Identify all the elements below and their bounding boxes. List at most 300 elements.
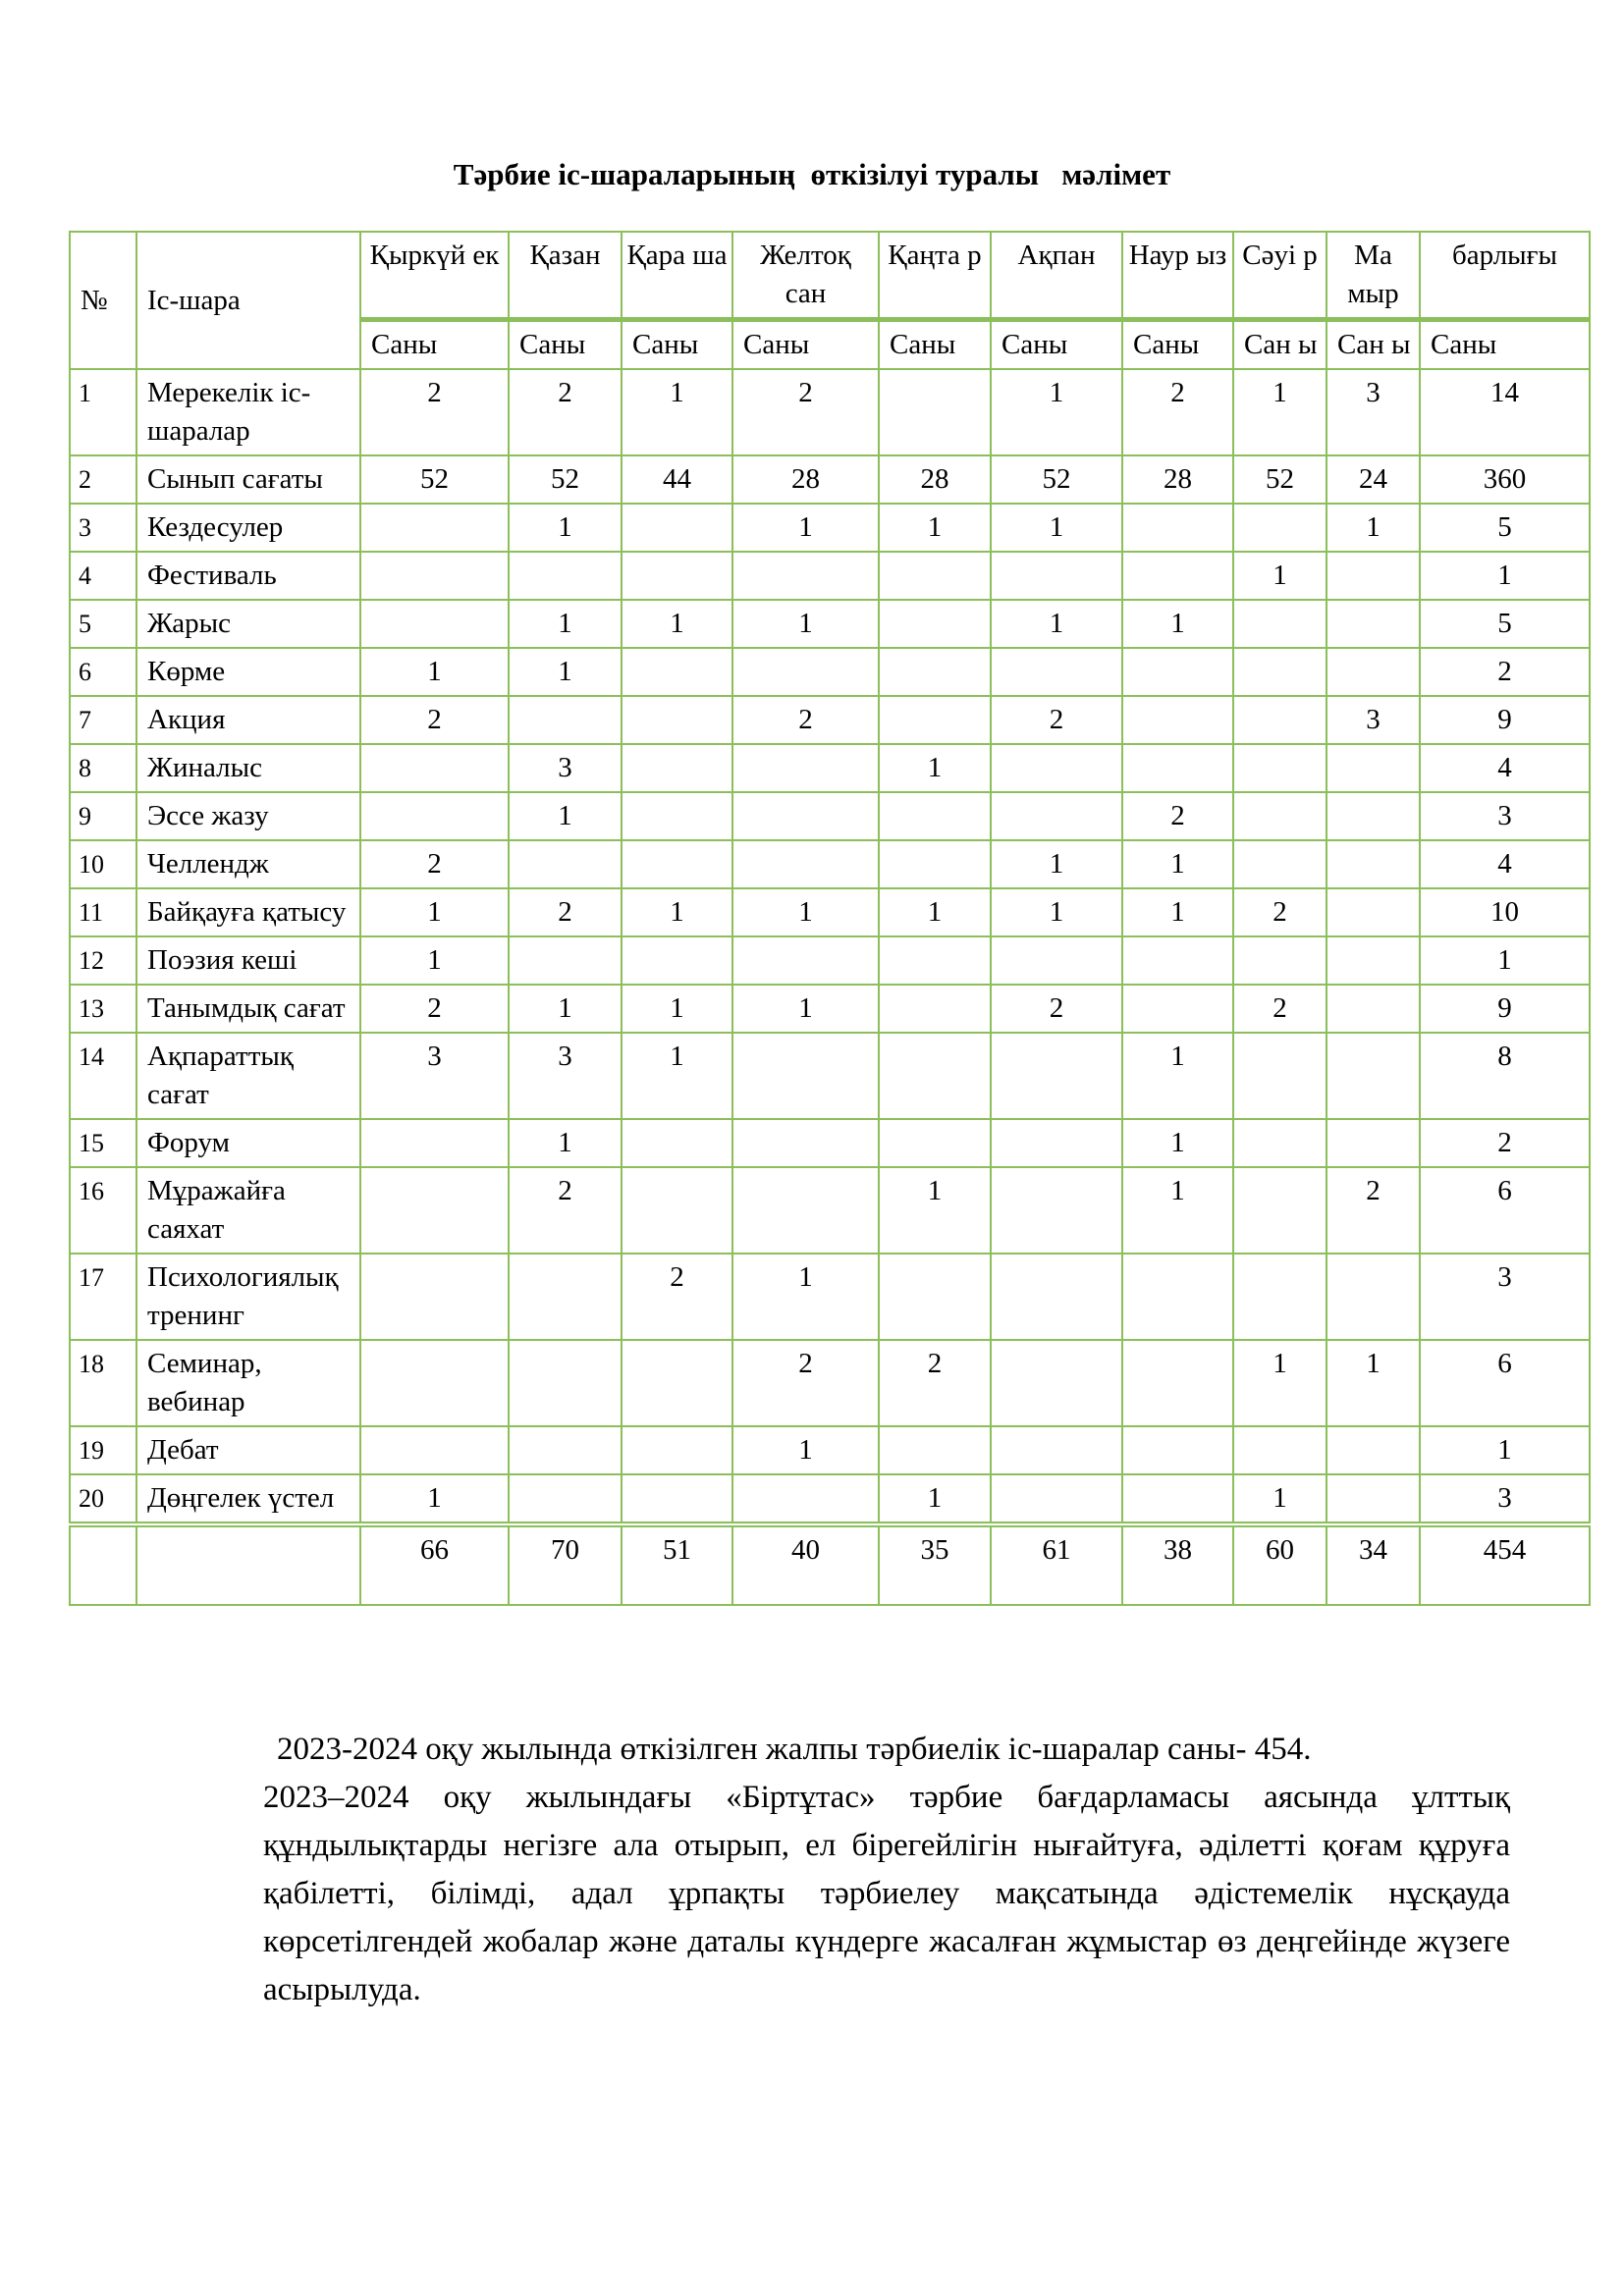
header-month: Қыркүй ек: [360, 232, 509, 320]
row-value: 1: [622, 1033, 732, 1119]
row-value: [360, 1119, 509, 1167]
row-value: [879, 936, 991, 985]
row-value: 28: [879, 455, 991, 504]
row-value: [732, 552, 879, 600]
row-value: 52: [509, 455, 622, 504]
row-value: [991, 1119, 1122, 1167]
table-row: [70, 1167, 1590, 1254]
row-number: 10: [70, 840, 136, 888]
row-value: [1326, 888, 1420, 936]
row-value: [509, 1254, 622, 1340]
row-value: 8: [1420, 1033, 1590, 1119]
header-month: Сәуі р: [1233, 232, 1326, 320]
summary-body: 2023–2024 оқу жылындағы «Біртұтас» тәрбие бағдарламасы аясында ұлттық құндылықтарды негізге ала отырып, ел бірегейлігін нығайтуға, әділетті қоғам құруға қабілетті, білімді, адал ұрпақты тәрбиелеу мақсатында әдістемелік нұсқауда көрсетілгендей жобалар және даталы күндерге жасалған жұмыстар өз деңгейінде жүзеге асырылуда.: [263, 1780, 1510, 2007]
row-value: [622, 840, 732, 888]
row-value: [991, 1033, 1122, 1119]
row-value: [1233, 600, 1326, 648]
row-value: [879, 1119, 991, 1167]
row-event-name: Форум: [136, 1119, 360, 1167]
row-event-name: Дебат: [136, 1426, 360, 1474]
row-value: [879, 696, 991, 744]
row-value: 14: [1420, 369, 1590, 455]
row-value: 1: [879, 888, 991, 936]
table-row: [70, 985, 1590, 1033]
row-value: [991, 648, 1122, 696]
row-value: [732, 1119, 879, 1167]
table-row: [70, 600, 1590, 648]
events-table: [69, 231, 1591, 1606]
row-value: 10: [1420, 888, 1590, 936]
row-value: 1: [360, 648, 509, 696]
row-value: [360, 744, 509, 792]
row-value: [1326, 792, 1420, 840]
row-value: [622, 552, 732, 600]
row-value: 1: [360, 1474, 509, 1524]
total-value: 454: [1420, 1524, 1590, 1605]
row-value: [991, 1426, 1122, 1474]
row-value: [622, 504, 732, 552]
row-value: 1: [509, 504, 622, 552]
row-value: 1: [622, 985, 732, 1033]
row-number: 20: [70, 1474, 136, 1524]
row-number: 18: [70, 1340, 136, 1426]
total-value: 70: [509, 1524, 622, 1605]
header-count-label: Саны: [991, 320, 1122, 370]
row-number: 14: [70, 1033, 136, 1119]
total-value: 61: [991, 1524, 1122, 1605]
row-value: [1233, 1254, 1326, 1340]
row-value: [622, 696, 732, 744]
row-value: 2: [732, 696, 879, 744]
row-value: 2: [1420, 648, 1590, 696]
row-value: [732, 1474, 879, 1524]
total-value: 51: [622, 1524, 732, 1605]
row-value: [622, 1340, 732, 1426]
row-value: [509, 696, 622, 744]
row-value: 1: [360, 936, 509, 985]
row-value: [1233, 936, 1326, 985]
row-value: 3: [1420, 1254, 1590, 1340]
row-value: 1: [509, 600, 622, 648]
header-count-label: Саны: [879, 320, 991, 370]
row-value: [732, 1033, 879, 1119]
row-number: 6: [70, 648, 136, 696]
table-row: [70, 1254, 1590, 1340]
row-value: 1: [879, 504, 991, 552]
row-value: 2: [360, 840, 509, 888]
row-value: 1: [1233, 1474, 1326, 1524]
header-month: Ма мыр: [1326, 232, 1420, 320]
row-value: 1: [509, 985, 622, 1033]
header-month: Қаңта р: [879, 232, 991, 320]
header-count-label: Саны: [1122, 320, 1233, 370]
row-value: 1: [879, 1474, 991, 1524]
row-value: 1: [360, 888, 509, 936]
row-value: [509, 1426, 622, 1474]
row-value: [1122, 1254, 1233, 1340]
header-count-label: Сан ы: [1326, 320, 1420, 370]
row-value: 24: [1326, 455, 1420, 504]
row-value: [732, 1167, 879, 1254]
table-row: [70, 648, 1590, 696]
header-month: Желтоқ сан: [732, 232, 879, 320]
row-value: 52: [991, 455, 1122, 504]
row-number: 7: [70, 696, 136, 744]
row-value: [879, 552, 991, 600]
row-value: 1: [1122, 1119, 1233, 1167]
table-row: [70, 888, 1590, 936]
row-value: [732, 744, 879, 792]
row-value: [509, 1474, 622, 1524]
row-event-name: Танымдық сағат: [136, 985, 360, 1033]
row-value: [732, 840, 879, 888]
row-event-name: Сынып сағаты: [136, 455, 360, 504]
row-value: [991, 1167, 1122, 1254]
header-count-label: Саны: [622, 320, 732, 370]
row-value: [360, 552, 509, 600]
header-month: Қазан: [509, 232, 622, 320]
row-value: 9: [1420, 985, 1590, 1033]
row-value: 4: [1420, 840, 1590, 888]
header-month: Наур ыз: [1122, 232, 1233, 320]
row-event-name: Жарыс: [136, 600, 360, 648]
table-row: [70, 792, 1590, 840]
row-value: 1: [622, 888, 732, 936]
row-value: 3: [1326, 696, 1420, 744]
row-number: 16: [70, 1167, 136, 1254]
row-value: 1: [732, 1426, 879, 1474]
row-value: [360, 600, 509, 648]
row-number: 13: [70, 985, 136, 1033]
row-value: [622, 1119, 732, 1167]
total-value: 40: [732, 1524, 879, 1605]
totals-empty-cell: [136, 1524, 360, 1605]
row-value: [991, 792, 1122, 840]
row-value: [1122, 552, 1233, 600]
row-value: [1233, 1167, 1326, 1254]
table-row: [70, 1340, 1590, 1426]
row-event-name: Фестиваль: [136, 552, 360, 600]
table-row: [70, 1119, 1590, 1167]
row-value: 2: [1233, 888, 1326, 936]
row-value: 2: [509, 1167, 622, 1254]
row-value: 1: [509, 792, 622, 840]
row-event-name: Көрме: [136, 648, 360, 696]
row-value: [622, 1474, 732, 1524]
row-value: 2: [509, 369, 622, 455]
row-value: 2: [622, 1254, 732, 1340]
row-value: [1326, 985, 1420, 1033]
table-row: [70, 744, 1590, 792]
row-value: [509, 936, 622, 985]
row-value: [622, 648, 732, 696]
table-row: [70, 840, 1590, 888]
header-count-label: Саны: [509, 320, 622, 370]
row-value: [509, 552, 622, 600]
row-value: 5: [1420, 600, 1590, 648]
row-value: [622, 792, 732, 840]
header-count-label: Саны: [732, 320, 879, 370]
row-value: 2: [991, 985, 1122, 1033]
row-value: 1: [879, 1167, 991, 1254]
row-value: 44: [622, 455, 732, 504]
row-value: 1: [1122, 888, 1233, 936]
row-value: 3: [360, 1033, 509, 1119]
row-value: 2: [991, 696, 1122, 744]
header-month: Қара ша: [622, 232, 732, 320]
row-value: 1: [509, 648, 622, 696]
summary-line: 2023-2024 оқу жылында өткізілген жалпы тәрбиелік іс-шаралар саны- 454.: [277, 1732, 1312, 1767]
row-value: 9: [1420, 696, 1590, 744]
row-value: [879, 648, 991, 696]
row-value: 1: [1326, 1340, 1420, 1426]
row-value: 1: [1420, 1426, 1590, 1474]
row-value: [622, 936, 732, 985]
row-number: 5: [70, 600, 136, 648]
row-value: 2: [360, 696, 509, 744]
row-value: [1326, 648, 1420, 696]
row-value: [991, 1254, 1122, 1340]
row-value: 1: [732, 985, 879, 1033]
row-value: 2: [1122, 792, 1233, 840]
table-row: [70, 369, 1590, 455]
row-value: [1122, 648, 1233, 696]
row-value: [1233, 1119, 1326, 1167]
row-event-name: Дөңгелек үстел: [136, 1474, 360, 1524]
row-value: [622, 1426, 732, 1474]
row-value: 1: [1122, 1033, 1233, 1119]
row-value: [991, 936, 1122, 985]
row-value: [1233, 696, 1326, 744]
row-value: [360, 504, 509, 552]
row-value: [1233, 648, 1326, 696]
row-value: 3: [1420, 1474, 1590, 1524]
row-value: [1233, 504, 1326, 552]
row-value: 2: [732, 369, 879, 455]
row-number: 1: [70, 369, 136, 455]
row-value: [1233, 840, 1326, 888]
row-value: [360, 1426, 509, 1474]
row-value: [879, 792, 991, 840]
row-value: 2: [360, 369, 509, 455]
row-value: [1233, 1033, 1326, 1119]
row-value: 1: [732, 1254, 879, 1340]
header-count-label: Саны: [1420, 320, 1590, 370]
row-value: [1326, 936, 1420, 985]
row-value: 1: [1326, 504, 1420, 552]
total-value: 60: [1233, 1524, 1326, 1605]
row-value: 360: [1420, 455, 1590, 504]
row-value: 1: [879, 744, 991, 792]
row-number: 3: [70, 504, 136, 552]
totals-empty-cell: [70, 1524, 136, 1605]
row-value: [1122, 1340, 1233, 1426]
row-value: [879, 985, 991, 1033]
row-value: [1233, 744, 1326, 792]
page-title: Тәрбие іс-шараларының өткізілуі туралы мәлімет: [453, 157, 1171, 191]
table-row: [70, 504, 1590, 552]
row-value: [360, 1340, 509, 1426]
row-value: [991, 1340, 1122, 1426]
row-value: [1326, 1033, 1420, 1119]
header-row: [70, 232, 1590, 320]
header-number: №: [70, 232, 136, 369]
row-value: [1122, 744, 1233, 792]
row-value: [1326, 1254, 1420, 1340]
row-value: [622, 744, 732, 792]
row-value: 1: [1233, 369, 1326, 455]
row-value: 1: [1122, 600, 1233, 648]
row-event-name: Поэзия кеші: [136, 936, 360, 985]
row-event-name: Мерекелік іс-шаралар: [136, 369, 360, 455]
row-value: 1: [622, 369, 732, 455]
row-value: 2: [509, 888, 622, 936]
row-value: [879, 1254, 991, 1340]
row-value: 52: [360, 455, 509, 504]
row-value: 3: [509, 744, 622, 792]
header-month: барлығы: [1420, 232, 1590, 320]
row-event-name: Кездесулер: [136, 504, 360, 552]
row-number: 11: [70, 888, 136, 936]
row-value: 28: [732, 455, 879, 504]
row-value: [360, 792, 509, 840]
row-value: 1: [622, 600, 732, 648]
row-value: [1326, 1119, 1420, 1167]
row-value: 5: [1420, 504, 1590, 552]
row-value: 52: [1233, 455, 1326, 504]
totals-row: [70, 1524, 1590, 1605]
row-number: 8: [70, 744, 136, 792]
row-value: [732, 936, 879, 985]
row-value: 1: [991, 600, 1122, 648]
row-value: [622, 1167, 732, 1254]
row-value: 1: [991, 369, 1122, 455]
total-value: 34: [1326, 1524, 1420, 1605]
row-value: 6: [1420, 1340, 1590, 1426]
row-value: [1122, 696, 1233, 744]
row-number: 15: [70, 1119, 136, 1167]
row-value: [1233, 792, 1326, 840]
row-value: [1233, 1426, 1326, 1474]
row-value: 1: [991, 504, 1122, 552]
row-number: 9: [70, 792, 136, 840]
row-value: [1122, 936, 1233, 985]
row-value: 6: [1420, 1167, 1590, 1254]
table-row: [70, 552, 1590, 600]
row-value: 28: [1122, 455, 1233, 504]
row-value: 2: [1420, 1119, 1590, 1167]
total-value: 35: [879, 1524, 991, 1605]
row-value: 2: [732, 1340, 879, 1426]
row-value: [509, 1340, 622, 1426]
total-value: 38: [1122, 1524, 1233, 1605]
row-number: 19: [70, 1426, 136, 1474]
header-count-label: Сан ы: [1233, 320, 1326, 370]
row-value: [732, 648, 879, 696]
row-value: 2: [879, 1340, 991, 1426]
row-event-name: Байқауға қатысу: [136, 888, 360, 936]
row-value: 2: [1233, 985, 1326, 1033]
row-value: [360, 1167, 509, 1254]
row-value: [991, 1474, 1122, 1524]
row-event-name: Мұражайға саяхат: [136, 1167, 360, 1254]
row-value: 2: [1326, 1167, 1420, 1254]
row-value: 1: [1122, 1167, 1233, 1254]
row-event-name: Челлендж: [136, 840, 360, 888]
row-number: 17: [70, 1254, 136, 1340]
row-value: [991, 552, 1122, 600]
row-value: [1326, 744, 1420, 792]
row-value: [1326, 1474, 1420, 1524]
header-month: Ақпан: [991, 232, 1122, 320]
table-row: [70, 1033, 1590, 1119]
total-value: 66: [360, 1524, 509, 1605]
row-number: 12: [70, 936, 136, 985]
row-value: 1: [1122, 840, 1233, 888]
header-count-label: Саны: [360, 320, 509, 370]
row-value: [879, 600, 991, 648]
row-value: 1: [732, 504, 879, 552]
row-value: 2: [360, 985, 509, 1033]
table-row: [70, 1426, 1590, 1474]
row-value: [1326, 600, 1420, 648]
row-value: 1: [1420, 552, 1590, 600]
row-value: 1: [732, 888, 879, 936]
row-value: 4: [1420, 744, 1590, 792]
row-value: 3: [509, 1033, 622, 1119]
row-value: [879, 1426, 991, 1474]
table-row: [70, 696, 1590, 744]
row-value: [732, 792, 879, 840]
row-value: [1122, 985, 1233, 1033]
row-value: 1: [1420, 936, 1590, 985]
row-value: [879, 1033, 991, 1119]
row-value: [1122, 1426, 1233, 1474]
row-value: 2: [1122, 369, 1233, 455]
row-number: 2: [70, 455, 136, 504]
row-value: [991, 744, 1122, 792]
row-value: 1: [1233, 552, 1326, 600]
row-event-name: Акция: [136, 696, 360, 744]
row-value: [879, 840, 991, 888]
row-event-name: Эссе жазу: [136, 792, 360, 840]
row-value: [1326, 840, 1420, 888]
row-value: 1: [732, 600, 879, 648]
row-value: [1122, 1474, 1233, 1524]
table-row: [70, 1474, 1590, 1524]
row-value: [1122, 504, 1233, 552]
row-value: [509, 840, 622, 888]
header-event: Іс-шара: [136, 232, 360, 369]
row-value: 1: [991, 888, 1122, 936]
row-event-name: Жиналыс: [136, 744, 360, 792]
row-event-name: Ақпараттық сағат: [136, 1033, 360, 1119]
row-value: [879, 369, 991, 455]
row-value: 1: [509, 1119, 622, 1167]
row-value: 1: [1233, 1340, 1326, 1426]
row-value: 1: [991, 840, 1122, 888]
table-row: [70, 936, 1590, 985]
row-value: [1326, 1426, 1420, 1474]
row-event-name: Семинар, вебинар: [136, 1340, 360, 1426]
row-value: 3: [1420, 792, 1590, 840]
summary-text: [263, 1726, 1510, 2014]
row-value: [360, 1254, 509, 1340]
row-number: 4: [70, 552, 136, 600]
row-value: [1326, 552, 1420, 600]
table-row: [70, 455, 1590, 504]
row-event-name: Психологиялық тренинг: [136, 1254, 360, 1340]
